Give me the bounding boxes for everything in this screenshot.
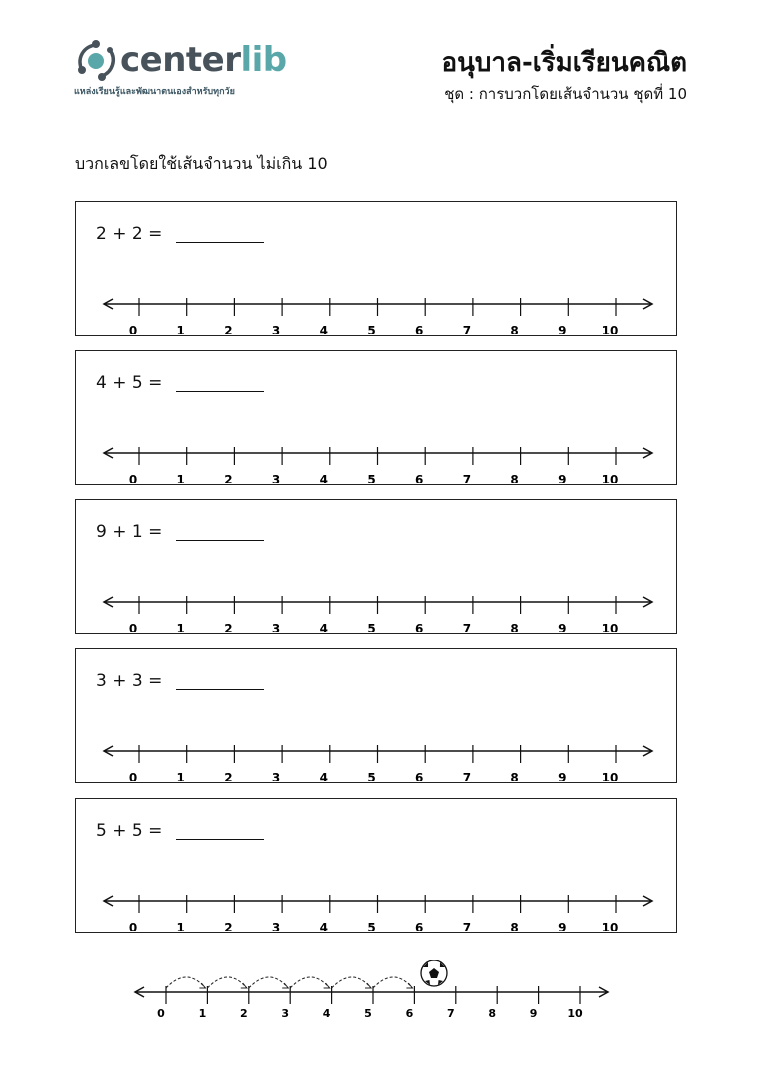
hop-arc xyxy=(290,977,329,988)
instruction-text: บวกเลขโดยใช้เส้นจำนวน ไม่เกิน 10 xyxy=(75,154,328,173)
number-line-label: 8 xyxy=(510,921,519,931)
number-line-label: 3 xyxy=(271,622,281,632)
number-line-label: 3 xyxy=(271,921,281,931)
hop-arrow-icon xyxy=(406,983,412,988)
number-line-label: 9 xyxy=(558,473,567,483)
number-line-label: 8 xyxy=(510,622,519,632)
number-line-label: 4 xyxy=(322,1007,331,1020)
logo-wordmark xyxy=(120,36,287,84)
answer-blank[interactable] xyxy=(176,839,264,840)
number-line-label: 2 xyxy=(224,324,233,334)
number-line-label: 6 xyxy=(415,473,424,483)
problem-card xyxy=(75,201,677,336)
page-title: อนุบาล-เริ่มเรียนคณิต xyxy=(441,48,687,78)
answer-blank[interactable] xyxy=(176,391,264,392)
problem-expression: 2 + 2 = xyxy=(96,224,163,244)
hop-arc xyxy=(166,977,205,988)
number-line-label: 7 xyxy=(462,473,472,483)
problem-card xyxy=(75,350,677,485)
number-line xyxy=(76,431,676,483)
number-line-label: 4 xyxy=(319,921,328,931)
number-line-label: 5 xyxy=(367,921,376,931)
answer-blank[interactable] xyxy=(176,540,264,541)
number-line-label: 5 xyxy=(367,324,376,334)
number-line-label: 1 xyxy=(176,921,185,931)
footer-number-line xyxy=(0,960,763,1020)
number-line xyxy=(76,879,676,931)
number-line-label: 1 xyxy=(176,473,185,483)
logo-mark-icon xyxy=(72,36,120,84)
number-line-label: 1 xyxy=(176,622,185,632)
hop-arrow-icon xyxy=(241,983,247,988)
number-line-label: 2 xyxy=(224,473,233,483)
number-line-label: 10 xyxy=(601,622,619,632)
number-line-label: 6 xyxy=(415,771,424,781)
problem-card xyxy=(75,798,677,933)
number-line-label: 6 xyxy=(405,1007,414,1020)
number-line-label: 10 xyxy=(601,771,619,781)
hop-arc xyxy=(249,977,288,988)
number-line-label: 10 xyxy=(601,921,619,931)
number-line-label: 1 xyxy=(176,324,185,334)
number-line-label: 6 xyxy=(415,324,424,334)
number-line-label: 4 xyxy=(319,473,328,483)
hop-arrow-icon xyxy=(199,983,205,988)
logo-text-accent: lib xyxy=(240,40,287,80)
number-line-label: 10 xyxy=(567,1007,583,1020)
number-line-label: 3 xyxy=(271,324,281,334)
problem-expression: 5 + 5 = xyxy=(96,821,163,841)
number-line-label: 7 xyxy=(462,921,472,931)
number-line-label: 2 xyxy=(224,771,233,781)
number-line xyxy=(76,729,676,781)
number-line-label: 9 xyxy=(558,771,567,781)
problem-expression: 4 + 5 = xyxy=(96,373,163,393)
number-line-label: 2 xyxy=(239,1007,248,1020)
number-line-label: 7 xyxy=(462,324,472,334)
answer-blank[interactable] xyxy=(176,689,264,690)
number-line-label: 1 xyxy=(198,1007,207,1020)
number-line-label: 4 xyxy=(319,622,328,632)
number-line-label: 9 xyxy=(558,324,567,334)
number-line-label: 4 xyxy=(319,771,328,781)
number-line-label: 5 xyxy=(364,1007,372,1020)
number-line-label: 8 xyxy=(488,1007,497,1020)
number-line-label: 7 xyxy=(462,771,472,781)
problem-card xyxy=(75,648,677,783)
problem-card xyxy=(75,499,677,634)
number-line xyxy=(76,580,676,632)
number-line-label: 6 xyxy=(415,921,424,931)
number-line-label: 8 xyxy=(510,771,519,781)
number-line-label: 7 xyxy=(446,1007,455,1020)
number-line-label: 0 xyxy=(157,1007,165,1020)
number-line-label: 0 xyxy=(128,771,138,781)
problem-expression: 9 + 1 = xyxy=(96,522,163,542)
logo-text-dark: center xyxy=(120,40,241,80)
number-line-label: 10 xyxy=(601,324,619,334)
number-line-label: 4 xyxy=(319,324,328,334)
hop-arc xyxy=(332,977,371,988)
number-line xyxy=(76,282,676,334)
logo xyxy=(72,36,312,100)
number-line-label: 8 xyxy=(510,473,519,483)
number-line-label: 1 xyxy=(176,771,185,781)
soccer-ball-icon xyxy=(421,960,447,986)
answer-blank[interactable] xyxy=(176,242,264,243)
number-line-label: 0 xyxy=(128,921,138,931)
problem-expression: 3 + 3 = xyxy=(96,671,163,691)
number-line-label: 0 xyxy=(128,324,138,334)
number-line-label: 6 xyxy=(415,622,424,632)
hop-arc xyxy=(373,977,412,988)
number-line-label: 3 xyxy=(281,1007,290,1020)
number-line-label: 3 xyxy=(271,771,281,781)
number-line-label: 8 xyxy=(510,324,519,334)
number-line-label: 5 xyxy=(367,771,376,781)
number-line-label: 2 xyxy=(224,622,233,632)
number-line-label: 2 xyxy=(224,921,233,931)
hop-arrow-icon xyxy=(324,983,330,988)
number-line-label: 0 xyxy=(128,622,138,632)
hop-arrow-icon xyxy=(282,983,288,988)
number-line-label: 0 xyxy=(128,473,138,483)
hop-arrow-icon xyxy=(365,983,371,988)
number-line-label: 9 xyxy=(529,1007,538,1020)
number-line-label: 7 xyxy=(462,622,472,632)
page-subtitle: ชุด : การบวกโดยเส้นจำนวน ชุดที่ 10 xyxy=(444,85,687,103)
logo-tagline: แหล่งเรียนรู้และพัฒนาตนเองสำหรับทุกวัย xyxy=(74,87,235,97)
number-line-label: 3 xyxy=(271,473,281,483)
number-line-label: 9 xyxy=(558,921,567,931)
number-line-label: 5 xyxy=(367,473,376,483)
number-line-label: 5 xyxy=(367,622,376,632)
number-line-label: 9 xyxy=(558,622,567,632)
number-line-label: 10 xyxy=(601,473,619,483)
hop-arc xyxy=(207,977,246,988)
